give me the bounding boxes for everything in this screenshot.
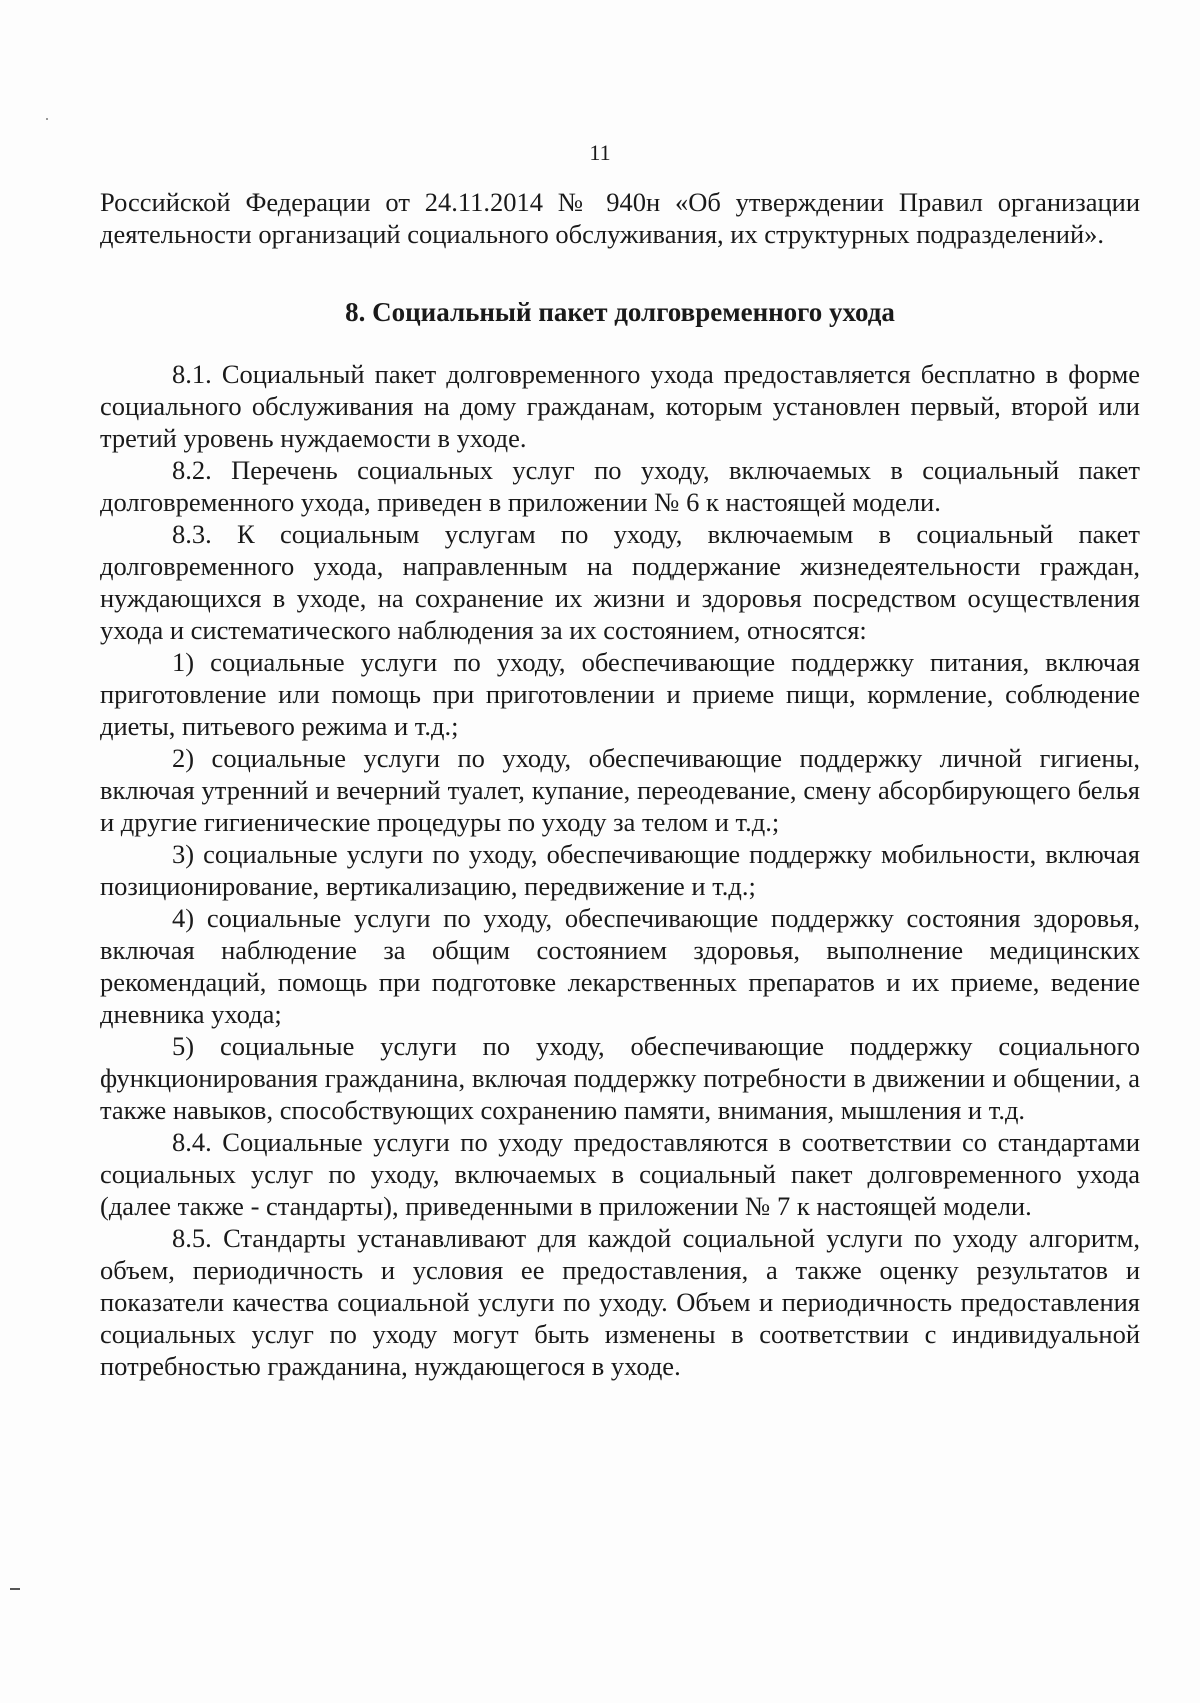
paragraph-8-5: 8.5. Стандарты устанавливают для каждой социальной услуги по уходу алгоритм, объем, периодичность и условия ее предоставления, а также оценку результатов и показатели качества социальной услуги по уходу. Объем и периодичность предоставления социальных услуг по уходу могут быть изменены в соответствии с индивидуальной потребностью гражданина, нуждающегося в уходе. (100, 1223, 1140, 1381)
list-item-3: 3) социальные услуги по уходу, обеспечивающие поддержку мобильности, включая позиционирование, вертикализацию, передвижение и т.д.; (100, 839, 1140, 901)
list-item-5: 5) социальные услуги по уходу, обеспечивающие поддержку социального функционирования гражданина, включая поддержку потребности в движении и общении, а также навыков, способствующих сохранению памяти, внимания, мышления и т.д. (100, 1031, 1140, 1125)
paragraph-8-3: 8.3. К социальным услугам по уходу, включаемым в социальный пакет долговременного ухода, направленным на поддержание жизнедеятельности граждан, нуждающихся в уходе, на сохранение их жизни и здоровья посредством осуществления ухода и систематического наблюдения за их состоянием, относятся: (100, 519, 1140, 645)
scan-artifact (46, 118, 48, 120)
paragraph-8-1: 8.1. Социальный пакет долговременного ухода предоставляется бесплатно в форме социального обслуживания на дому гражданам, которым установлен первый, второй или третий уровень нуждаемости в уходе. (100, 359, 1140, 453)
document-body (100, 186, 1140, 1382)
section-title: 8. Социальный пакет долговременного ухода (345, 297, 895, 327)
scan-artifact (10, 1588, 20, 1590)
paragraph-8-4: 8.4. Социальные услуги по уходу предоставляются в соответствии со стандартами социальных услуг по уходу, включаемых в социальный пакет долговременного ухода (далее также - стандарты), приведенными в приложении № 7 к настоящей модели. (100, 1127, 1140, 1221)
list-item-1: 1) социальные услуги по уходу, обеспечивающие поддержку питания, включая приготовление или помощь при приготовлении и приеме пищи, кормление, соблюдение диеты, питьевого режима и т.д.; (100, 647, 1140, 741)
list-item-4: 4) социальные услуги по уходу, обеспечивающие поддержку состояния здоровья, включая наблюдение за общим состоянием здоровья, выполнение медицинских рекомендаций, помощь при подготовке лекарственных препаратов и их приеме, ведение дневника ухода; (100, 903, 1140, 1029)
paragraph-8-2: 8.2. Перечень социальных услуг по уходу, включаемых в социальный пакет долговременного ухода, приведен в приложении № 6 к настоящей модели. (100, 455, 1140, 517)
list-item-2: 2) социальные услуги по уходу, обеспечивающие поддержку личной гигиены, включая утренний и вечерний туалет, купание, переодевание, смену абсорбирующего белья и другие гигиенические процедуры по уходу за телом и т.д.; (100, 743, 1140, 837)
intro-paragraph: Российской Федерации от 24.11.2014 № 940н «Об утверждении Правил организации деятельности организаций социального обслуживания, их структурных подразделений». (100, 187, 1140, 249)
page-number: 11 (589, 140, 611, 165)
